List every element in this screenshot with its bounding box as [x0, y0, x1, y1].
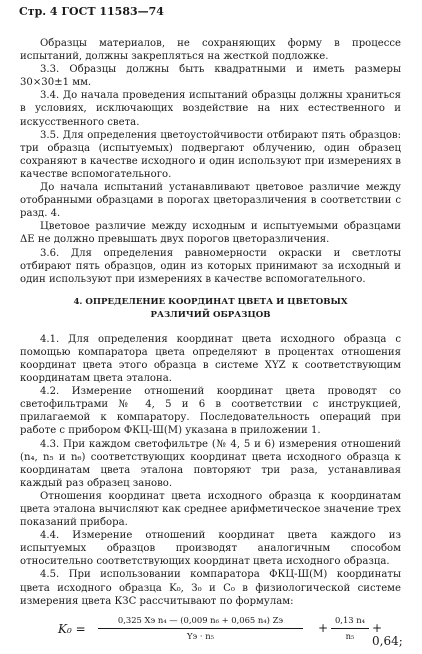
formula-k0 [20, 614, 401, 654]
document-body [20, 37, 401, 654]
section-heading [20, 296, 401, 322]
paragraph-3-5-c: Цветовое различие между исходным и испытуемыми образцами ΔE не должно превышать двух порогов цветоразличения. [20, 221, 401, 246]
formula-fraction-main [98, 614, 303, 643]
formula-denominator-2: n₅ [345, 630, 355, 641]
formula-plus: + [318, 620, 329, 635]
formula-numerator: 0,325 Xэ n₄ — (0,009 n₆ + 0,065 n₄) Zэ [98, 614, 303, 629]
paragraph-3-6: 3.6. Для определения равномерности окраски и светлоты отбирают пять образцов, один из которых принимают за исходный и один используют при измерениях в качестве вспомогательного. [20, 247, 401, 285]
paragraph-3-5: 3.5. Для определения цветоустойчивости отбирают пять образцов: три образца (испытуемых) подвергают облучению, один образец сохраняют в качестве исходного и один используют при измерениях в качестве вспомогательного. [20, 129, 401, 180]
formula-fraction-second [331, 614, 369, 643]
paragraph-4-2: 4.2. Измерение отношений координат цвета проводят со светофильтрами № 4, 5 и 6 в соответствии с инструкцией, прилагаемой к компаратору. Последовательность операций при работе с прибором ФКЦ-Ш(М) указана в приложении 1. [20, 386, 401, 437]
formula-numerator-2: 0,13 n₄ [331, 614, 369, 629]
paragraph-3-3: 3.3. Образцы должны быть квадратными и иметь размеры 30×30±1 мм. [20, 64, 401, 89]
paragraph-4-3: 4.3. При каждом светофильтре (№ 4, 5 и 6) измерения отношений (n₄, n₅ и n₆) соответствующих координат цвета исходного образца к координатам цвета эталона повторяют три раза, устанавливая каждый раз образец заново. [20, 438, 401, 489]
paragraph-3-5-b: До начала испытаний устанавливают цветовое различие между отобранными образцами в порогах цветоразличения в соответствии с разд. 4. [20, 182, 401, 220]
paragraph-4-3-b: Отношения координат цвета исходного образца к координатам цвета эталона вычисляют как среднее арифметическое значение трех показаний прибора. [20, 490, 401, 529]
section-heading-line2: РАЗЛИЧИЙ ОБРАЗЦОВ [150, 309, 271, 320]
paragraph-4-1: 4.1. Для определения координат цвета исходного образца с помощью компаратора цвета определяют в процентах отношения координат цвета этого образца в системе XYZ к соответствующим координатам цвета эталона. [20, 333, 401, 385]
paragraph-4-4: 4.4. Измерение отношений координат цвета каждого из испытуемых образцов производят аналогичным способом относительно соответствующих координат цвета исходного образца. [20, 530, 401, 568]
page-header: Стр. 4 ГОСТ 11583—74 [19, 5, 164, 18]
paragraph-4-5: 4.5. При использовании компаратора ФКЦ-Ш(М) координаты цвета исходного образца K₀, З₀ и C₀ в физиологической системе измерения цвета КЗС рассчитывают по формулам: [20, 569, 401, 607]
formula-lhs: K₀ = [58, 621, 86, 636]
paragraph-3-2-cont: Образцы материалов, не сохраняющих форму в процессе испытаний, должны закрепляться на жесткой подложке. [20, 38, 401, 63]
paragraph-3-4: 3.4. До начала проведения испытаний образцы должны храниться в условиях, исключающих воздействие на них естественного и искусственного света. [20, 90, 401, 128]
formula-denominator: Yэ · n₅ [187, 630, 214, 641]
section-heading-line1: 4. ОПРЕДЕЛЕНИЕ КООРДИНАТ ЦВЕТА И ЦВЕТОВЫХ [73, 296, 348, 307]
formula-tail: + 0,64; [372, 620, 403, 648]
